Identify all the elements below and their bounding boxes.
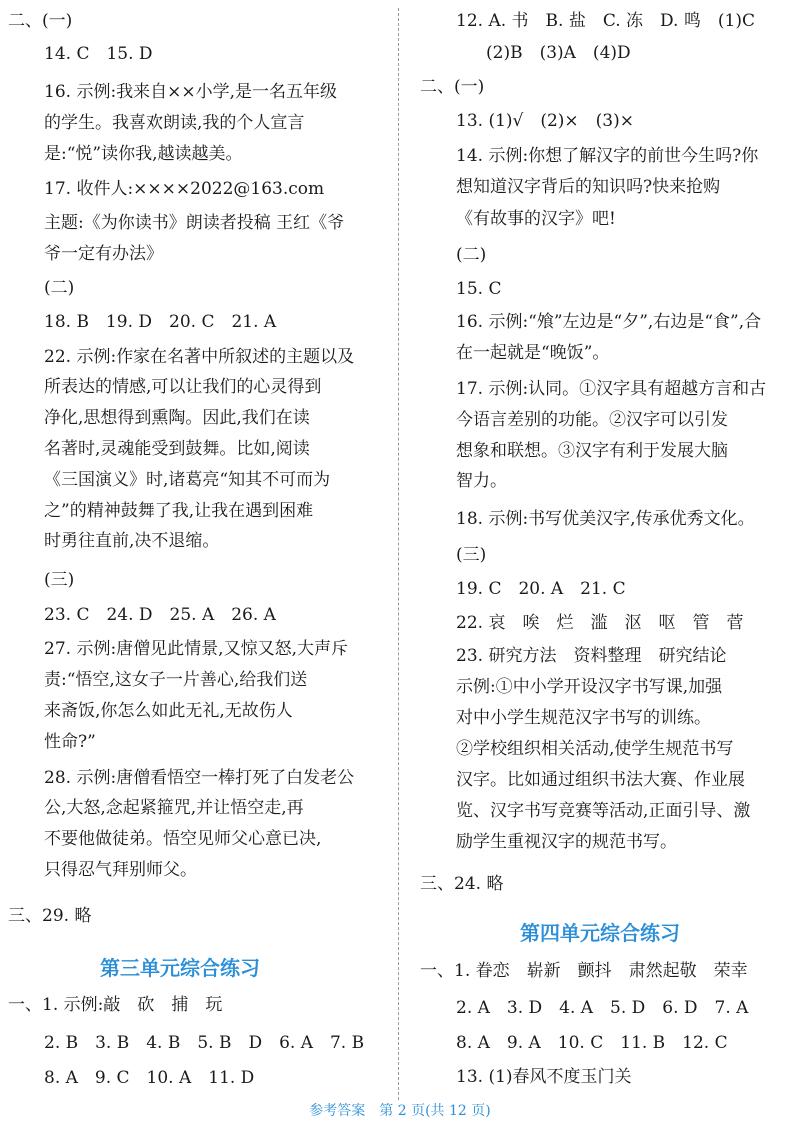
- answer-line: 一、1. 示例:敲 砍 捕 玩: [8, 995, 223, 1015]
- answer-line: 13. (1)春风不度玉门关: [456, 1067, 632, 1087]
- answer-line: 来斋饭,你怎么如此无礼,无故伤人: [44, 701, 293, 721]
- answer-line: 8. A 9. C 10. A 11. D: [44, 1068, 255, 1088]
- answer-line: 想象和联想。③汉字有利于发展大脑: [456, 441, 728, 461]
- answer-line: 公,大怒,念起紧箍咒,并让悟空走,再: [44, 798, 304, 818]
- answer-line: 的学生。我喜欢朗读,我的个人宣言: [44, 113, 305, 133]
- answer-line: 爷一定有办法》: [44, 244, 163, 264]
- answer-line: 22. 示例:作家在名著中所叙述的主题以及: [44, 347, 355, 367]
- answer-line: 之”的精神鼓舞了我,让我在遇到困难: [44, 501, 314, 521]
- answer-line: 23. C 24. D 25. A 26. A: [44, 605, 276, 625]
- answer-line: 励学生重视汉字的规范书写。: [456, 832, 677, 852]
- column-divider: [398, 8, 399, 1100]
- answer-line: 17. 收件人:××××2022@163.com: [44, 179, 325, 199]
- answer-line: 一、1. 眷恋 崭新 颤抖 肃然起敬 荣幸: [420, 961, 748, 981]
- answer-line: 19. C 20. A 21. C: [456, 579, 626, 599]
- answer-line: 12. A. 书 B. 盐 C. 冻 D. 鸣 (1)C: [456, 11, 755, 31]
- answer-line: 17. 示例:认同。①汉字具有超越方言和古: [456, 379, 767, 399]
- answer-line: 8. A 9. A 10. C 11. B 12. C: [456, 1033, 728, 1053]
- answer-line: 示例:①中小学开设汉字书写课,加强: [456, 677, 723, 697]
- answer-line: 13. (1)√ (2)× (3)×: [456, 111, 635, 131]
- answer-line: 性命?”: [44, 732, 96, 752]
- answer-line: 16. 示例:我来自××小学,是一名五年级: [44, 82, 338, 102]
- answer-line: (二): [456, 245, 487, 265]
- answer-line: 是:“悦”读你我,越读越美。: [44, 144, 243, 164]
- answer-line: 只得忍气拜别师父。: [44, 860, 197, 880]
- answer-line: (三): [456, 545, 487, 565]
- answer-line: 15. C: [456, 279, 502, 299]
- answer-line: 名著时,灵魂能受到鼓舞。比如,阅读: [44, 439, 310, 459]
- answer-line: (2)B (3)A (4)D: [486, 43, 631, 63]
- answer-line: 14. C 15. D: [44, 44, 153, 64]
- answer-line: 净化,思想得到熏陶。因此,我们在读: [44, 408, 310, 428]
- answer-line: 18. B 19. D 20. C 21. A: [44, 312, 277, 332]
- answer-line: 23. 研究方法 资料整理 研究结论: [456, 646, 727, 666]
- answer-line: 2. B 3. B 4. B 5. B D 6. A 7. B: [44, 1033, 365, 1053]
- answer-line: ②学校组织相关活动,使学生规范书写: [456, 739, 734, 759]
- answer-line: 《三国演义》时,诸葛亮“知其不可而为: [44, 470, 331, 490]
- answer-line: 二、(一): [420, 77, 485, 97]
- answer-line: (二): [44, 278, 75, 298]
- answer-line: 览、汉字书写竞赛等活动,正面引导、激: [456, 801, 751, 821]
- answer-line: 14. 示例:你想了解汉字的前世今生吗?你: [456, 146, 759, 166]
- answer-line: 27. 示例:唐僧见此情景,又惊又怒,大声斥: [44, 639, 348, 659]
- answer-line: 主题:《为你读书》朗读者投稿 王红《爷: [44, 213, 345, 233]
- answer-line: 2. A 3. D 4. A 5. D 6. D 7. A: [456, 998, 749, 1018]
- answer-line: (三): [44, 570, 75, 590]
- answer-line: 18. 示例:书写优美汉字,传承优秀文化。: [456, 509, 755, 529]
- answer-line: 今语言差别的功能。②汉字可以引发: [456, 410, 728, 430]
- answer-line: 二、(一): [8, 11, 73, 31]
- answer-line: 想知道汉字背后的知识吗?快来抢购: [456, 177, 721, 197]
- page-footer: 参考答案 第 2 页(共 12 页): [309, 1103, 491, 1119]
- section-heading: 第三单元综合练习: [100, 956, 260, 980]
- answer-line: 汉字。比如通过组织书法大赛、作业展: [456, 770, 745, 790]
- answer-line: 28. 示例:唐僧看悟空一棒打死了白发老公: [44, 768, 355, 788]
- answer-line: 对中小学生规范汉字书写的训练。: [456, 708, 711, 728]
- answer-line: 22. 哀 唉 烂 滥 沤 呕 管 菅: [456, 613, 744, 633]
- answer-line: 16. 示例:“飧”左边是“夕”,右边是“食”,合: [456, 312, 762, 332]
- answer-line: 《有故事的汉字》吧!: [456, 209, 616, 229]
- answer-line: 所表达的情感,可以让我们的心灵得到: [44, 377, 322, 397]
- answer-line: 在一起就是“晚饭”。: [456, 343, 610, 363]
- answer-line: 时勇往直前,决不退缩。: [44, 531, 220, 551]
- answer-line: 责:“悟空,这女子一片善心,给我们送: [44, 670, 308, 690]
- answer-line: 三、24. 略: [420, 874, 504, 894]
- section-heading: 第四单元综合练习: [520, 921, 680, 945]
- answer-line: 不要他做徒弟。悟空见师父心意已决,: [44, 829, 322, 849]
- answer-line: 智力。: [456, 471, 507, 491]
- answer-line: 三、29. 略: [8, 906, 92, 926]
